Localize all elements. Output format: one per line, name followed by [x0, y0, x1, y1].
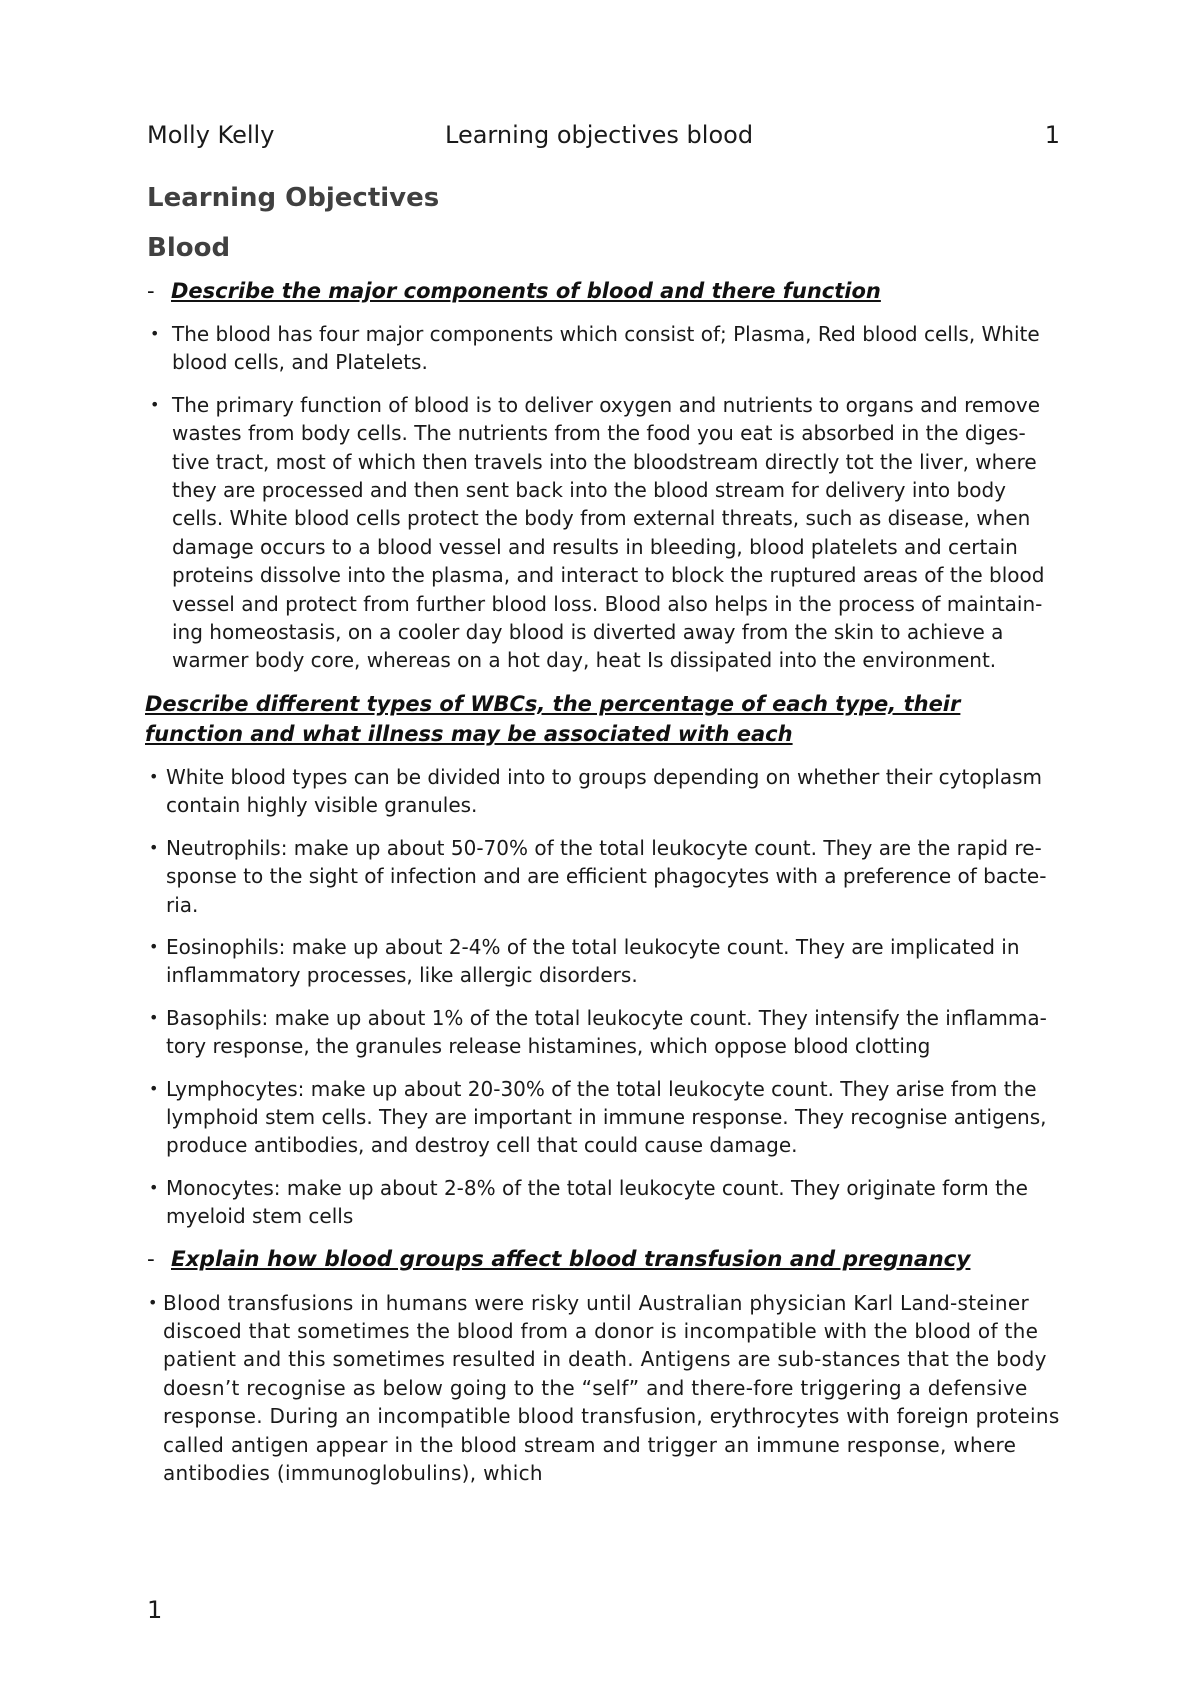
document-body	[147, 180, 1062, 1487]
list-item-text: The blood has four major components which consist of; Plasma, Red blood cells, White blood cells, and Platelets.	[172, 322, 1040, 375]
objective-heading	[147, 276, 1062, 306]
objective-heading	[145, 689, 1062, 749]
document-title: Learning Objectives	[147, 183, 440, 213]
bullet-list	[147, 1289, 1062, 1488]
bullet-marker: •	[149, 936, 159, 956]
header-page-number: 1	[1044, 121, 1060, 149]
bullet-marker: •	[148, 1292, 158, 1312]
dash-marker: -	[147, 279, 155, 303]
dash-marker: -	[147, 1246, 155, 1272]
list-item	[147, 320, 1062, 377]
list-item-text: Lymphocytes: make up about 20-30% of the total leukocyte count. They arise from the lymphoid stem cells. They are important in immune response. They recognise antigens, produce antibodies, and destroy cell that could cause damage.	[166, 1076, 1047, 1158]
bullet-list	[147, 763, 1062, 1231]
bullet-marker: •	[149, 1177, 159, 1197]
list-item	[147, 933, 1062, 990]
objective-heading-text: Describe the major components of blood and there function	[171, 279, 881, 303]
list-item	[147, 1174, 1062, 1231]
footer-page-number: 1	[147, 1596, 163, 1624]
objective-heading-text: Describe different types of WBCs, the percentage of each type, their function and what illness may be associated with each	[145, 691, 961, 746]
bullet-marker: •	[150, 324, 160, 343]
bullet-marker: •	[150, 394, 160, 414]
list-item-text: White blood types can be divided into to groups depending on whether their cytoplasm contain highly visible granules.	[166, 764, 1042, 818]
list-item	[147, 1075, 1062, 1160]
objective-heading-text: Explain how blood groups affect blood transfusion and pregnancy	[171, 1246, 971, 1272]
header-author: Molly Kelly	[147, 121, 275, 149]
bullet-marker: •	[149, 1007, 159, 1027]
section-heading: Blood	[147, 233, 231, 263]
list-item	[147, 834, 1062, 919]
list-item-text: The primary function of blood is to deliver oxygen and nutrients to organs and remove wastes from body cells. The nutrients from the food you eat is absorbed in the diges-tive tract, most of which then travels into the bloodstream directly tot the liver, where they are processed and then sent back into the blood stream for delivery into body cells. White blood cells protect the body from external threats, such as disease, when damage occurs to a blood vessel and results in bleeding, blood platelets and certain proteins dissolve into the plasma, and interact to block the ruptured areas of the blood vessel and protect from further blood loss. Blood also helps in the process of maintain-ing homeostasis, on a cooler day blood is diverted away from the skin to achieve a warmer body core, whereas on a hot day, heat Is dissipated into the environment.	[172, 392, 1045, 673]
bullet-marker: •	[149, 1078, 159, 1098]
list-item-text: Blood transfusions in humans were risky until Australian physician Karl Land-steiner discoed that sometimes the blood from a donor is incompatible with the blood of the patient and this sometimes resulted in death. Antigens are sub-stances that the body doesn’t recognise as below going to the “self” and there-fore triggering a defensive response. During an incompatible blood transfusion, erythrocytes with foreign proteins called antigen appear in the blood stream and trigger an immune response, where antibodies (immunoglobulins), which	[163, 1290, 1060, 1485]
bullet-marker: •	[149, 766, 159, 786]
list-item	[147, 763, 1062, 820]
list-item-text: Monocytes: make up about 2-8% of the total leukocyte count. They originate form the myeloid stem cells	[166, 1175, 1028, 1229]
bullet-list	[147, 320, 1062, 675]
objective-heading	[147, 1245, 1062, 1275]
list-item-text: Basophils: make up about 1% of the total leukocyte count. They intensify the inflamma-tory response, the granules release histamines, which oppose blood clotting	[166, 1005, 1047, 1059]
list-item	[147, 1289, 1062, 1488]
list-item-text: Eosinophils: make up about 2-4% of the total leukocyte count. They are implicated in inflammatory processes, like allergic disorders.	[166, 934, 1020, 988]
list-item	[147, 391, 1062, 675]
page-header	[147, 118, 1060, 152]
list-item	[147, 1004, 1062, 1061]
header-doc-title: Learning objectives blood	[445, 121, 754, 149]
bullet-marker: •	[149, 837, 159, 857]
list-item-text: Neutrophils: make up about 50-70% of the total leukocyte count. They are the rapid re-sponse to the sight of infection and are efficient phagocytes with a preference of bacte-ria.	[166, 835, 1047, 917]
